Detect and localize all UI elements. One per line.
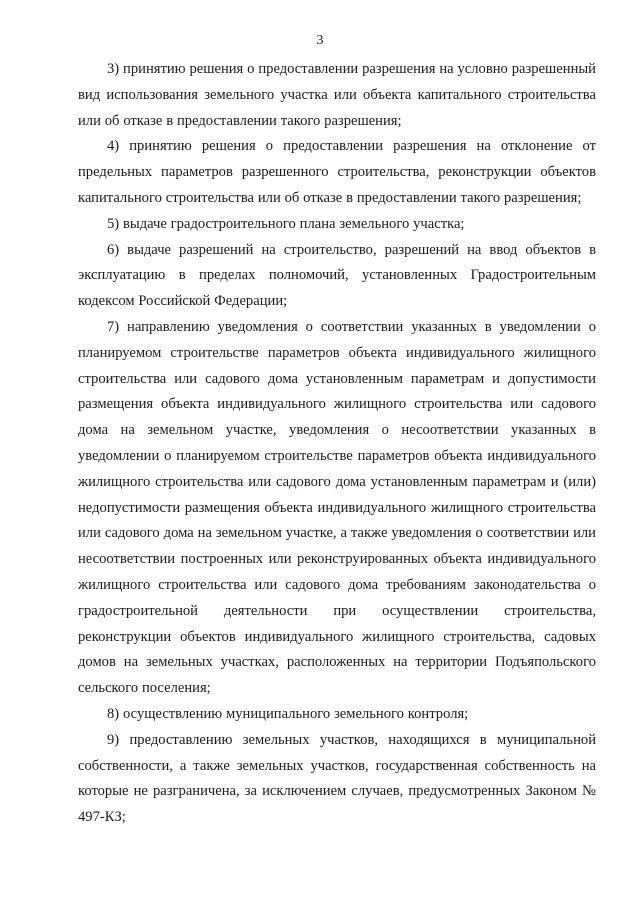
- document-body: [78, 57, 596, 831]
- paragraph-item-8: 8) осуществлению муниципального земельного контроля;: [107, 705, 469, 722]
- paragraph-item-5: 5) выдаче градостроительного плана земельного участка;: [107, 215, 465, 232]
- page-number: 3: [316, 33, 324, 48]
- paragraph-item-7: 7) направлению уведомления о соответствии указанных в уведомлении о планируемом строительстве параметров объекта индивидуального жилищного строительства или садового дома установленным параметрам и допустимости размещения объекта индивидуального жилищного строительства или садового дома на земельном участке, уведомления о несоответствии указанных в уведомлении о планируемом строительстве параметров объекта индивидуального жилищного строительства или садового дома установленным параметрам и (или) недопустимости размещения объекта индивидуального жилищного строительства или садового дома на земельном участке, а также уведомления о соответствии или несоответствии построенных или реконструированных объекта индивидуального жилищного строительства или садового дома требованиям законодательства о градостроительной деятельности при осуществлении строительства, реконструкции объектов индивидуального жилищного строительства, садовых домов на земельных участках, расположенных на территории Подъяпольского сельского поселения;: [78, 318, 596, 697]
- paragraph-item-3: 3) принятию решения о предоставлении разрешения на условно разрешенный вид использования земельного участка или объекта капитального строительства или об отказе в предоставлении такого разрешения;: [78, 61, 596, 129]
- paragraph-item-9: 9) предоставлению земельных участков, находящихся в муниципальной собственности, а также земельных участков, государственная собственность на которые не разграничена, за исключением случаев, предусмотренных Законом № 497-КЗ;: [78, 731, 596, 826]
- paragraph-item-4: 4) принятию решения о предоставлении разрешения на отклонение от предельных параметров разрешенного строительства, реконструкции объектов капитального строительства или об отказе в предоставлении такого разрешения;: [78, 138, 596, 206]
- paragraph-item-6: 6) выдаче разрешений на строительство, разрешений на ввод объектов в эксплуатацию в пределах полномочий, установленных Градостроительным кодексом Российской Федерации;: [78, 241, 596, 310]
